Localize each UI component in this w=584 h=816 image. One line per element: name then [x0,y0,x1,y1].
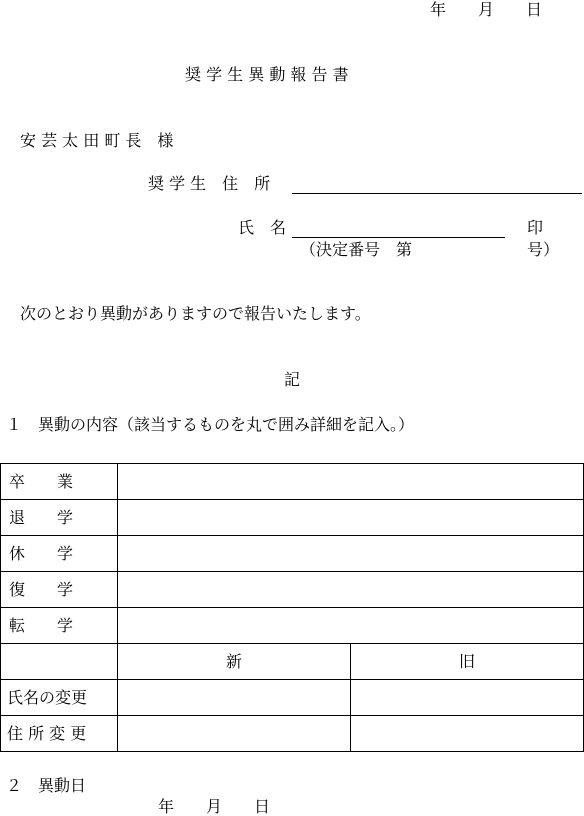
detail-cell[interactable] [118,608,584,644]
row-label-withdrawal: 退 学 [1,500,118,536]
ki-heading: 記 [284,370,301,389]
old-value-cell[interactable] [351,716,584,752]
addressee: 安 芸 太 田 町 長 様 [20,131,174,150]
statement-text: 次のとおり異動がありますので報告いたします。 [20,304,371,323]
row-label-graduation: 卒 業 [1,464,118,500]
empty-header-cell [1,644,118,680]
detail-cell[interactable] [118,464,584,500]
row-label-return: 復 学 [1,572,118,608]
name-label: 氏 名 [238,218,287,237]
row-label-address-change: 住 所 変 更 [1,716,118,752]
new-value-cell[interactable] [118,680,351,716]
decision-number-open: （決定番号 第 [300,240,413,259]
table-row [1,608,584,644]
table-row [1,572,584,608]
address-underline [292,193,582,194]
decision-number-close: 号） [527,240,560,259]
detail-cell[interactable] [118,536,584,572]
section-1-heading: １ 異動の内容（該当するものを丸で囲み詳細を記入。） [6,415,415,434]
table-header-row [1,644,584,680]
change-date: 年 月 日 [158,797,271,816]
row-label-leave: 休 学 [1,536,118,572]
table-row [1,500,584,536]
table-row [1,680,584,716]
table-row [1,464,584,500]
detail-cell[interactable] [118,572,584,608]
header-new: 新 [118,644,351,680]
table-row [1,536,584,572]
document-title: 奨 学 生 異 動 報 告 書 [185,65,349,84]
row-label-name-change: 氏名の変更 [1,680,118,716]
table-row [1,716,584,752]
student-address-label: 奨 学 生 住 所 [148,174,271,193]
new-value-cell[interactable] [118,716,351,752]
old-value-cell[interactable] [351,680,584,716]
name-underline [292,237,505,238]
section-2-heading: ２ 異動日 [6,776,87,795]
change-details-table [0,463,584,752]
detail-cell[interactable] [118,500,584,536]
report-date: 年 月 日 [430,0,543,19]
seal-mark: 印 [527,218,544,237]
row-label-transfer: 転 学 [1,608,118,644]
header-old: 旧 [351,644,584,680]
